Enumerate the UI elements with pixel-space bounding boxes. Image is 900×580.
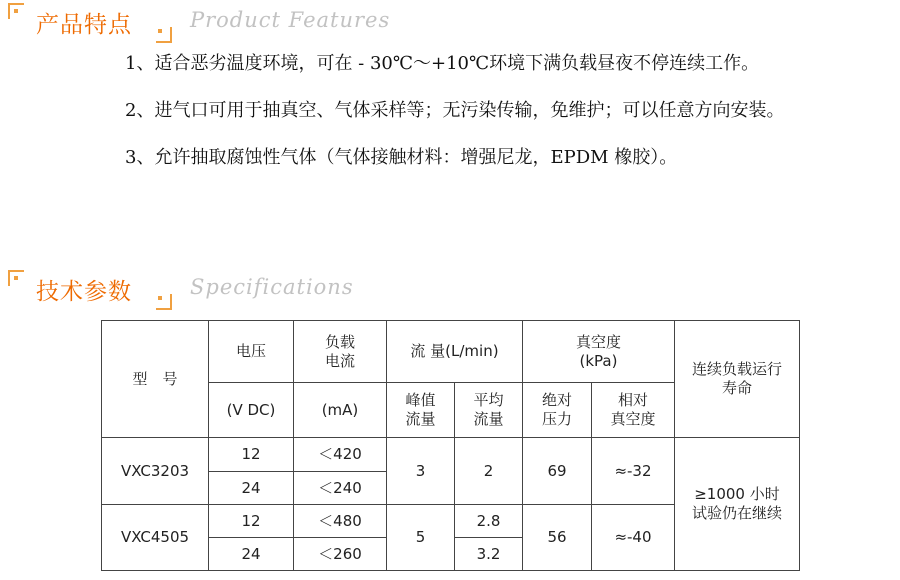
- cell-current: ＜480: [294, 505, 387, 538]
- cell-model: VXC3203: [102, 438, 209, 505]
- cell-current: ＜260: [294, 538, 387, 571]
- cell-flow-peak: 5: [387, 505, 455, 571]
- header-current-unit: (mA): [294, 383, 387, 438]
- features-list: [88, 40, 828, 181]
- specs-title-en: Specifications: [190, 275, 354, 299]
- header-frame-dot: [158, 296, 162, 300]
- cell-flow-avg: 2.8: [455, 505, 523, 538]
- header-frame-dot: [14, 276, 18, 280]
- spec-table: [101, 320, 800, 571]
- header-vacuum: 真空度 (kPa): [523, 321, 675, 383]
- cell-voltage: 24: [209, 472, 294, 505]
- cell-flow-peak: 3: [387, 438, 455, 505]
- header-voltage-unit: (V DC): [209, 383, 294, 438]
- header-vac-abs: 绝对 压力: [523, 383, 592, 438]
- cell-vac-rel: ≈-40: [592, 505, 675, 571]
- features-title-en: Product Features: [190, 8, 391, 32]
- cell-vac-rel: ≈-32: [592, 438, 675, 505]
- cell-flow-avg: 3.2: [455, 538, 523, 571]
- features-title-cn: 产品特点: [36, 12, 132, 38]
- cell-current: ＜420: [294, 438, 387, 472]
- specs-title-cn: 技术参数: [36, 279, 132, 305]
- header-vac-rel: 相对 真空度: [592, 383, 675, 438]
- features-header: [8, 3, 428, 43]
- cell-voltage: 12: [209, 505, 294, 538]
- header-frame-dot: [158, 29, 162, 33]
- header-life: 连续负载运行 寿命: [675, 321, 800, 438]
- cell-current: ＜240: [294, 472, 387, 505]
- feature-item: 2、进气口可用于抽真空、气体采样等；无污染传输，免维护；可以任意方向安装。: [125, 100, 785, 121]
- cell-voltage: 12: [209, 438, 294, 472]
- cell-life: ≥1000 小时 试验仍在继续: [675, 438, 800, 571]
- cell-flow-avg: 2: [455, 438, 523, 505]
- header-voltage: 电压: [209, 321, 294, 383]
- header-flow-avg: 平均 流量: [455, 383, 523, 438]
- feature-item: 1、适合恶劣温度环境，可在 - 30℃～+10℃环境下满负载昼夜不停连续工作。: [125, 53, 760, 74]
- feature-item: 3、允许抽取腐蚀性气体（气体接触材料：增强尼龙，EPDM 橡胶）。: [125, 147, 678, 168]
- cell-vac-abs: 56: [523, 505, 592, 571]
- header-flow: 流 量(L/min): [387, 321, 523, 383]
- specs-header: [8, 270, 428, 310]
- header-flow-peak: 峰值 流量: [387, 383, 455, 438]
- cell-vac-abs: 69: [523, 438, 592, 505]
- header-current: 负载 电流: [294, 321, 387, 383]
- cell-voltage: 24: [209, 538, 294, 571]
- header-model: 型 号: [102, 321, 209, 438]
- cell-model: VXC4505: [102, 505, 209, 571]
- header-frame-dot: [14, 9, 18, 13]
